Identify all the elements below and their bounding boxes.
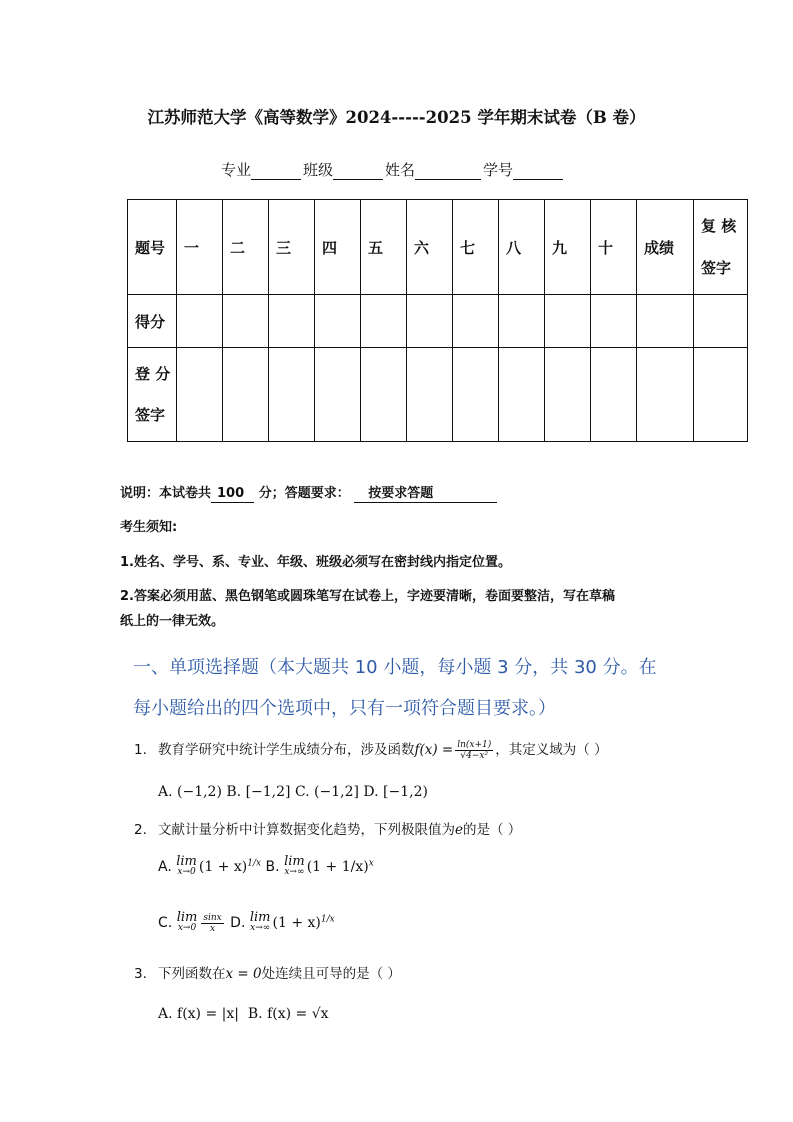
exam-title: 江苏师范大学《高等数学》2024-----2025 学年期末试卷（B 卷）: [147, 108, 646, 127]
sinx-fraction: $\frac{\sin x}{x}$: [203, 912, 222, 934]
question-3: 3. 下列函数在x = 0处连续且可导的是（ ）: [134, 966, 401, 982]
limit-b: lim x→∞: [284, 854, 305, 877]
major-blank[interactable]: [251, 163, 301, 180]
header-cell: 题号: [128, 200, 177, 295]
header-cell: 七: [453, 200, 499, 295]
rule-1: 1.姓名、学号、系、专业、年级、班级必须写在密封线内指定位置。: [120, 555, 511, 570]
class-label: 班级: [303, 161, 334, 179]
section-heading-line-2: 每小题给出的四个选项中，只有一项符合题目要求。）: [133, 698, 556, 719]
name-label: 姓名: [385, 161, 416, 179]
question-1-options: A. (−1,2) B. [−1,2] C. (−1,2] D. [−1,2): [158, 784, 428, 800]
student-id-blank[interactable]: [513, 163, 563, 180]
header-cell: 六: [407, 200, 453, 295]
limit-c: lim x→0: [176, 910, 198, 933]
header-cell: 九: [545, 200, 591, 295]
limit-d: lim x→∞: [249, 910, 271, 933]
header-cell: 十: [591, 200, 637, 295]
rule-2-line-1: 2.答案必须用蓝、黑色钢笔或圆珠笔写在试卷上，字迹要清晰，卷面要整洁，写在草稿: [120, 589, 615, 604]
question-3-options: A. f(x) = |x| B. f(x) = √x: [158, 1006, 329, 1022]
section-heading-line-1: 一、单项选择题（本大题共 10 小题，每小题 3 分，共 30 分。在: [133, 657, 657, 678]
header-cell: 二: [223, 200, 269, 295]
score-table: [127, 199, 748, 442]
header-cell: 八: [499, 200, 545, 295]
header-cell: 一: [177, 200, 223, 295]
header-cell: 五: [361, 200, 407, 295]
header-cell-review: 复 核 签字: [694, 200, 748, 295]
header-cell: 三: [269, 200, 315, 295]
table-header-row: [128, 200, 748, 295]
row-label: 得分: [128, 295, 177, 348]
exam-description: 说明：本试卷共 100 分；答题要求： 按要求答题: [120, 482, 497, 501]
header-cell: 四: [315, 200, 361, 295]
class-blank[interactable]: [333, 163, 383, 180]
student-id-label: 学号: [483, 161, 514, 179]
limit-a: lim x→0: [176, 854, 197, 877]
student-info-line: [221, 159, 565, 180]
question-2-options-cd: C. lim x→0 $\frac{\sin x}{x}$ D. lim x→∞ $(1 + x)^{1/x}$: [158, 910, 335, 934]
rule-2-line-2: 纸上的一律无效。: [120, 614, 225, 629]
name-blank[interactable]: [415, 163, 481, 180]
row-label: 登 分 签字: [128, 348, 177, 442]
notice-title: 考生须知:: [120, 520, 178, 535]
question-2-options-ab: A. lim x→0 $(1 + x)^{1/x}$ B. lim x→∞ $(1 + 1/x)^x$: [158, 854, 374, 877]
question-2: 2. 文献计量分析中计算数据变化趋势，下列极限值为e的是（ ）: [134, 822, 522, 838]
function-fraction: $\frac{\ln(x+1)}{\text{√4−x²}}$: [457, 739, 492, 761]
score-row: [128, 295, 748, 348]
header-cell: 成绩: [637, 200, 694, 295]
major-label: 专业: [221, 161, 252, 179]
question-1: 1. 教育学研究中统计学生成绩分布，涉及函数f(x) = $\frac{\ln(x+1)}{\text{√4−x²}}$ ，其定义域为（ ）: [134, 739, 608, 761]
signature-row: [128, 348, 748, 442]
